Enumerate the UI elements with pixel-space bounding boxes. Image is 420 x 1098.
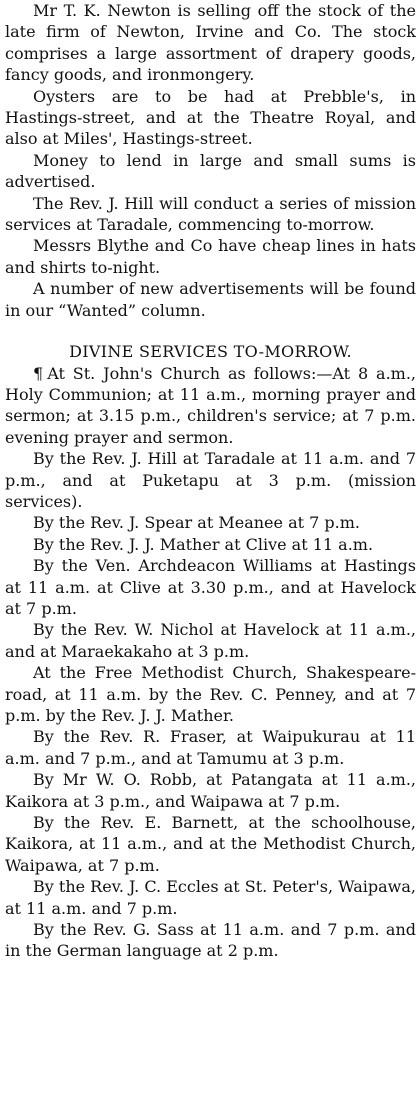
note-money-to-lend: Money to lend in large and small sums is advertised. xyxy=(5,150,416,192)
service-mather-clive: By the Rev. J. J. Mather at Clive at 11 a.m. xyxy=(33,534,374,554)
service-text: At St. John's Church as follows:—At 8 a.m., Holy Communion; at 11 a.m., morning prayer and sermon; at 3.15 p.m., children's service; at 7 p.m. evening prayer and sermon. xyxy=(5,363,416,447)
service-sass-german: By the Rev. G. Sass at 11 a.m. and 7 p.m. and in the German language at 2 p.m. xyxy=(5,920,416,961)
note-blythe-hats: Messrs Blythe and Co have cheap lines in hats and shirts to-night. xyxy=(5,236,416,277)
service-nichol-havelock: By the Rev. W. Nichol at Havelock at 11 a.m., and at Maraekakaho at 3 p.m. xyxy=(5,620,416,661)
service-hill-taradale: By the Rev. J. Hill at Taradale at 11 a.m. and 7 p.m., and at Puketapu at 3 p.m. (mission services). xyxy=(5,449,416,511)
paragraph-mark-icon: ¶ xyxy=(33,363,44,383)
service-free-methodist: At the Free Methodist Church, Shakespeare-road, at 11 a.m. by the Rev. C. Penney, and at 7 p.m. by the Rev. J. J. Mather. xyxy=(5,663,416,725)
service-williams-hastings: By the Ven. Archdeacon Williams at Hastings at 11 a.m. at Clive at 3.30 p.m., and at Havelock at 7 p.m. xyxy=(5,556,416,618)
note-oysters: Oysters are to be had at Prebble's, in Hastings-street, and at the Theatre Royal, and also at Miles', Hastings-street. xyxy=(5,86,416,149)
section-heading: DIVINE SERVICES TO-MORROW. xyxy=(69,342,352,362)
service-barnett-kaikora: By the Rev. E. Barnett, at the schoolhouse, Kaikora, at 11 a.m., and at the Methodist Church, Waipawa, at 7 p.m. xyxy=(5,813,416,875)
service-spear-meanee: By the Rev. J. Spear at Meanee at 7 p.m. xyxy=(33,513,360,533)
service-fraser-waipukurau: By the Rev. R. Fraser, at Waipukurau at 11 a.m. and 7 p.m., and at Tamumu at 3 p.m. xyxy=(5,727,416,768)
note-new-advertisements: A number of new advertisements will be found in our “Wanted” column. xyxy=(5,279,416,320)
note-newton-stock: Mr T. K. Newton is selling off the stock of the late firm of Newton, Irvine and Co. The stock comprises a large assortment of drapery goods, fancy goods, and ironmongery. xyxy=(5,1,416,85)
service-robb-patangata: By Mr W. O. Robb, at Patangata at 11 a.m., Kaikora at 3 p.m., and Waipawa at 7 p.m. xyxy=(5,770,416,811)
service-st-johns xyxy=(5,363,416,449)
note-mission-services: The Rev. J. Hill will conduct a series of mission services at Taradale, commencing to-morrow. xyxy=(5,193,416,235)
service-eccles-waipawa: By the Rev. J. C. Eccles at St. Peter's, Waipawa, at 11 a.m. and 7 p.m. xyxy=(5,877,416,918)
